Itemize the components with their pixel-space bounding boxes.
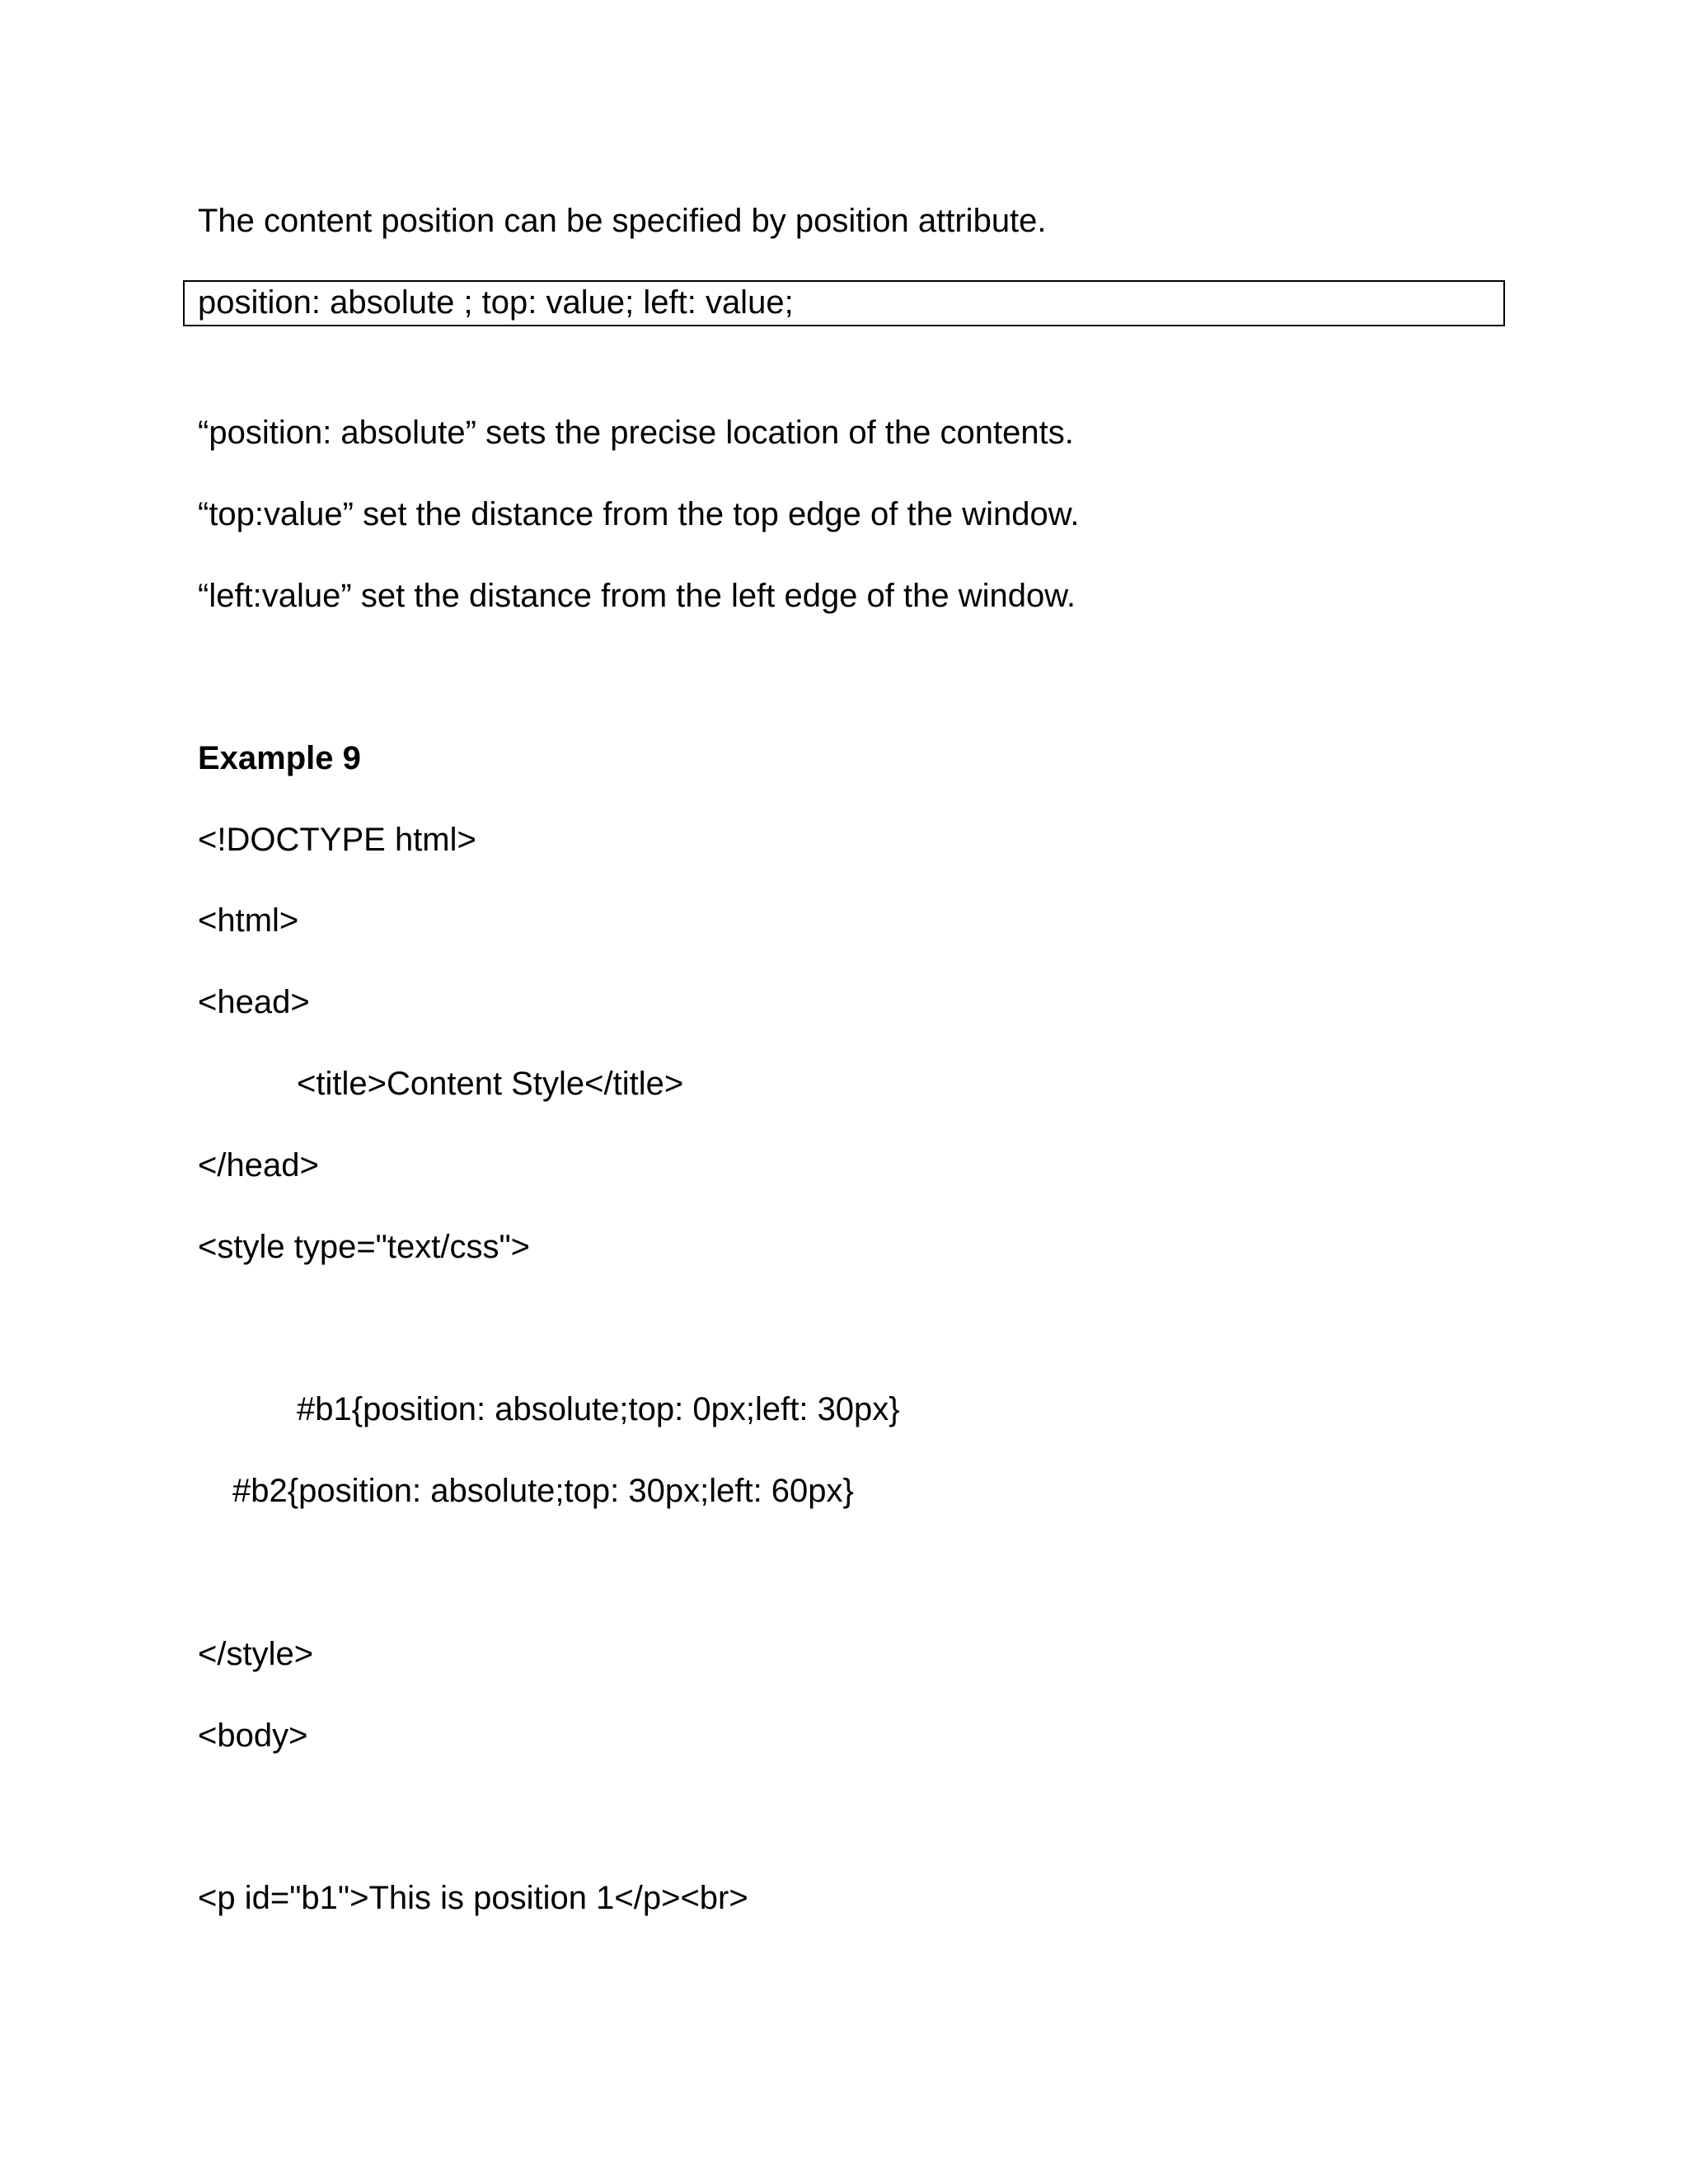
explanation-top: “top:value” set the distance from the top edge of the window.: [198, 496, 1080, 532]
intro-text: The content position can be specified by position attribute.: [198, 203, 1047, 239]
code-line: <!DOCTYPE html>: [198, 822, 476, 858]
code-line: </head>: [198, 1147, 319, 1183]
explanation-position: “position: absolute” sets the precise location of the contents.: [198, 415, 1074, 451]
code-line: </style>: [198, 1636, 314, 1672]
syntax-box: [183, 280, 1505, 326]
code-line: #b2{position: absolute;top: 30px;left: 60px}: [232, 1473, 854, 1509]
code-line: #b1{position: absolute;top: 0px;left: 30px}: [297, 1391, 900, 1427]
code-line: <style type="text/css">: [198, 1229, 531, 1265]
code-line: <html>: [198, 902, 299, 939]
code-line: <head>: [198, 984, 310, 1020]
example-heading: Example 9: [198, 740, 361, 776]
code-line: <p id="b1">This is position 1</p><br>: [198, 1880, 748, 1916]
code-line: <body>: [198, 1718, 308, 1754]
explanation-left: “left:value” set the distance from the left edge of the window.: [198, 578, 1076, 614]
syntax-text: position: absolute ; top: value; left: value;: [198, 284, 794, 321]
code-line: <title>Content Style</title>: [297, 1066, 684, 1102]
